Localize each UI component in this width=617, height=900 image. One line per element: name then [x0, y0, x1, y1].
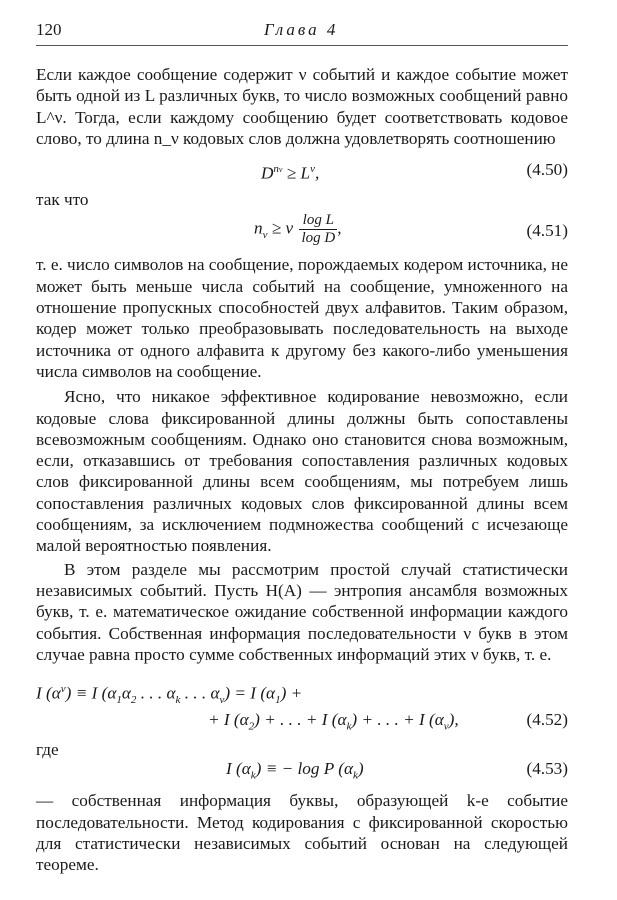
fraction-numerator: log L [299, 212, 337, 230]
page-body [36, 64, 568, 876]
where-text: где [36, 740, 59, 760]
running-head [36, 20, 568, 44]
equation-4-51-number: (4.51) [526, 221, 568, 241]
equation-4-50 [36, 149, 568, 189]
equation-4-53-number: (4.53) [526, 759, 568, 779]
header-rule [36, 45, 568, 46]
equation-4-52-line-2 [36, 705, 568, 739]
paragraph-2: т. е. число символов на сообщение, порождаемых кодером источника, не может быть меньше числа событий на сообщение, умноженного на отношение пропускных способностей двух алфавитов. Таким образом, кодер может только преобразовывать последовательность на выходе источника от одного алфавита к другому без какого-либо уменьшения числа символов на сообщение. [36, 255, 568, 381]
equation-4-53-math: I $(\alpha_k)$ ≡ − log P $(\alpha_k)$ [226, 759, 364, 782]
paragraph-5: — собственная информация буквы, образующей k-е событие последовательности. Метод кодирования с фиксированной скоростью для статистически независимых событий основан на следующей теореме. [36, 791, 568, 875]
equation-4-52-number: (4.52) [526, 710, 568, 730]
equation-4-53 [36, 752, 568, 786]
so-that-text: так что [36, 190, 89, 210]
page-number: 120 [36, 20, 62, 39]
equation-4-50-math: $D^{n\nu} \ge L^\nu$, [261, 163, 320, 183]
chapter-title: Глава 4 [264, 20, 339, 39]
paragraph-1-text: Если каждое сообщение содержит ν событий и каждое событие может быть одной из L различных букв, то число возможных сообщений равно L^ν. Тогда, если каждому сообщению будет соответствовать кодовое слово, то длина n_ν кодовых слов должна удовлетворять соотношению [36, 65, 568, 148]
book-page [36, 20, 568, 876]
paragraph-3: Ясно, что никакое эффективное кодирование невозможно, если кодовые слова фиксированной длины должны быть сопоставлены всевозможным сообщениям. Однако оно становится снова возможным, если, отказавшись от требования сопоставления различных кодовых слов фиксированной длины всем сообщениям, мы потребуем лишь сопоставления различных кодовых слов фиксированной длины всем сообщениям, за исключением подмножества сообщений с исчезающе малой вероятностью появления. [36, 387, 568, 556]
paragraph-1 [36, 64, 568, 149]
equation-4-52-line-1-math: I $(\alpha^\nu) \equiv I$ ($\alpha_1\alpha_2$ . . . $\alpha_k$ . . . $\alpha_\nu) = I$ $(\alpha_1)$ + [36, 683, 303, 707]
equation-4-52-line-1 [36, 675, 568, 705]
fraction-denominator: log D [301, 230, 336, 247]
equation-4-51 [36, 210, 568, 254]
equation-4-52-line-2-math: + I $(\alpha_2)$ + . . . + I $(\alpha_k)$ + . . . + I $(\alpha_\nu)$, [208, 710, 459, 733]
paragraph-4: В этом разделе мы рассмотрим простой случай статистически независимых событий. Пусть H(A) — энтропия ансамбля возможных букв, т. е. математическое ожидание собственной информации каждого события. Собственная информация последовательности ν букв в этом случае равна просто сумме собственных информаций этих ν букв, т. е. [36, 559, 568, 664]
equation-4-51-fraction [299, 212, 337, 247]
equation-4-51-math: $n_\nu \ge \nu$ $\frac{\text{log L}}{\text{log D}}$ , [254, 212, 342, 247]
equation-4-50-number: (4.50) [526, 160, 568, 180]
